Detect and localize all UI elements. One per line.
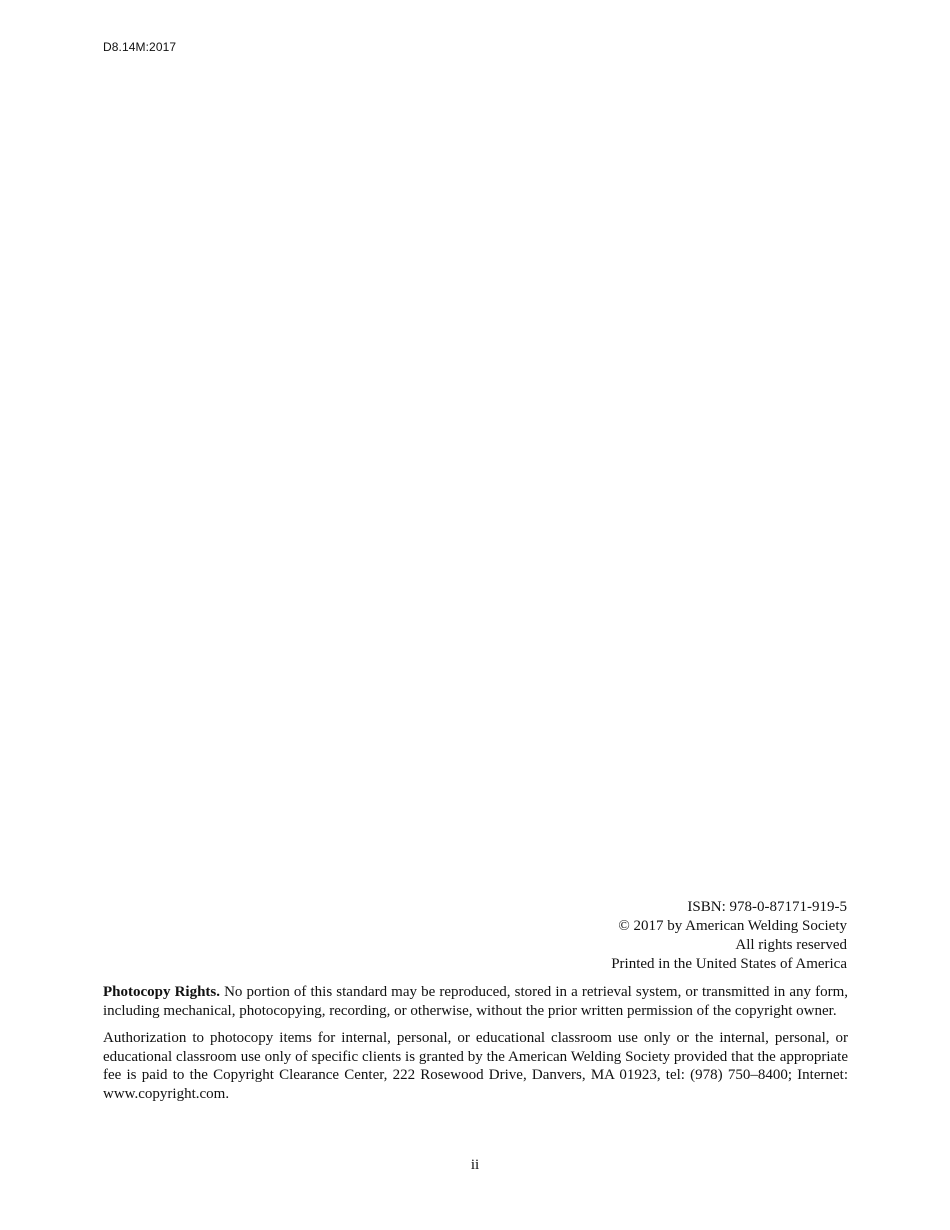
photocopy-rights-body: No portion of this standard may be reproduced, stored in a retrieval system, or transmitted in any form, including mechanical, photocopying, recording, or otherwise, without the prior written permission of the copyright owner. — [103, 984, 848, 1019]
page-number: ii — [470, 1157, 480, 1173]
rights-reserved-line: All rights reserved — [735, 937, 847, 953]
photocopy-rights-paragraph — [103, 983, 848, 1020]
printed-in-line: Printed in the United States of America — [611, 956, 847, 972]
photocopy-rights-section — [103, 983, 848, 1112]
isbn-line: ISBN: 978-0-87171-919-5 — [687, 899, 847, 915]
copyright-line: © 2017 by American Welding Society — [618, 918, 847, 934]
colophon-block — [611, 898, 847, 974]
photocopy-rights-lead: Photocopy Rights. — [103, 984, 221, 1000]
running-header-doc-code: D8.14M:2017 — [103, 40, 177, 54]
authorization-paragraph: Authorization to photocopy items for internal, personal, or educational classroom use only or the internal, personal, or educational classroom use only of specific clients is granted by the American Welding Society provided that the appropriate fee is paid to the Copyright Clearance Center, 222 Rosewood Drive, Danvers, MA 01923, tel: (978) 750–8400; Internet: www.copyright.com. — [103, 1030, 848, 1102]
